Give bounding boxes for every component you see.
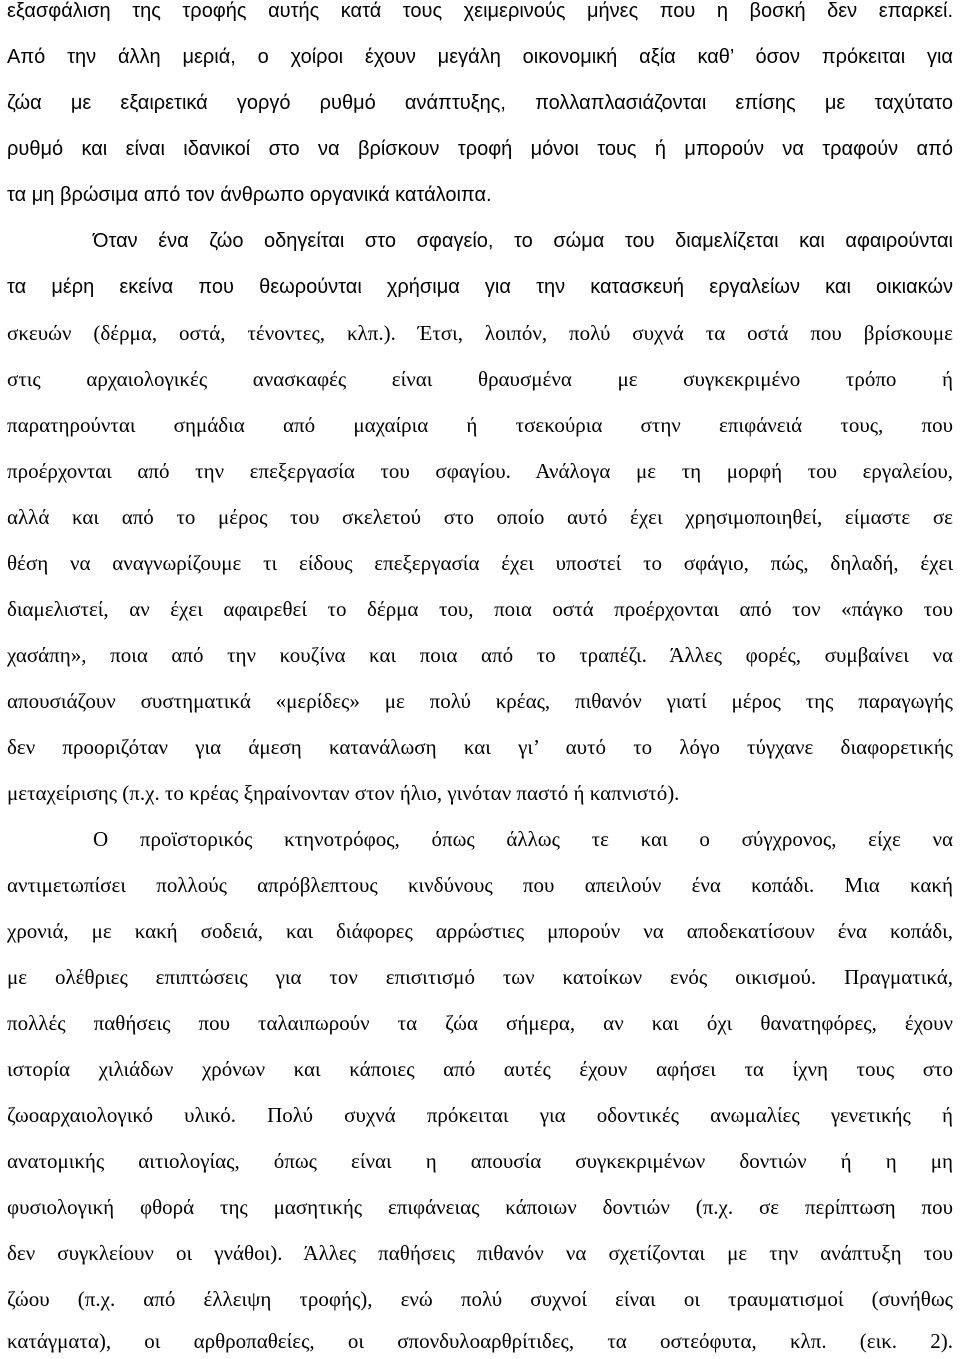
text-line: μεταχείρισης (π.χ. το κρέας ξηραίνονταν στον ήλιο, γινόταν παστό ή καπνιστό). bbox=[7, 781, 680, 805]
text-line: προέρχονται από την επεξεργασία του σφαγίου. Ανάλογα με τη μορφή του εργαλείου, bbox=[7, 459, 953, 483]
text-line: με ολέθριες επιπτώσεις για τον επισιτισμό των κατοίκων ενός οικισμού. Πραγματικά, bbox=[7, 965, 953, 989]
text-line: αλλά και από το μέρος του σκελετού στο οποίο αυτό έχει χρησιμοποιηθεί, είμαστε σε bbox=[7, 505, 953, 529]
text-line: παρατηρούνται σημάδια από μαχαίρια ή τσεκούρια στην επιφάνειά τους, που bbox=[7, 413, 953, 437]
text-line: τα μέρη εκείνα που θεωρούνται χρήσιμα για την κατασκευή εργαλείων και οικιακών bbox=[7, 276, 953, 298]
text-line: Όταν ένα ζώο οδηγείται στο σφαγείο, το σώμα του διαμελίζεται και αφαιρούνται bbox=[93, 230, 953, 252]
text-line: τα μη βρώσιμα από τον άνθρωπο οργανικά κατάλοιπα. bbox=[7, 184, 492, 206]
text-line: ζωοαρχαιολογικό υλικό. Πολύ συχνά πρόκειται για οδοντικές ανωμαλίες γενετικής ή bbox=[7, 1103, 953, 1127]
text-line: Ο προϊστορικός κτηνοτρόφος, όπως άλλως τε και ο σύγχρονος, είχε να bbox=[93, 827, 953, 851]
text-line: χρονιά, με κακή σοδειά, και διάφορες αρρώστιες μπορούν να αποδεκατίσουν ένα κοπάδι, bbox=[7, 919, 953, 943]
text-line: διαμελιστεί, αν έχει αφαιρεθεί το δέρμα του, ποια οστά προέρχονται από τον «πάγκο του bbox=[7, 597, 953, 621]
text-line: φυσιολογική φθορά της μασητικής επιφάνειας κάποιων δοντιών (π.χ. σε περίπτωση που bbox=[7, 1195, 953, 1219]
text-line: θέση να αναγνωρίζουμε τι είδους επεξεργασία έχει υποστεί το σφάγιο, πώς, δηλαδή, έχει bbox=[7, 551, 953, 575]
text-line: ζώου (π.χ. από έλλειψη τροφής), ενώ πολύ συχνοί είναι οι τραυματισμοί (συνήθως bbox=[7, 1287, 953, 1311]
text-line: αντιμετωπίσει πολλούς απρόβλεπτους κινδύνους που απειλούν ένα κοπάδι. Μια κακή bbox=[7, 873, 953, 897]
text-line: δεν συγκλείουν οι γνάθοι). Άλλες παθήσεις πιθανόν να σχετίζονται με την ανάπτυξη του bbox=[7, 1241, 953, 1265]
text-line: δεν προοριζόταν για άμεση κατανάλωση και γι’ αυτό το λόγο τύγχανε διαφορετικής bbox=[7, 735, 953, 759]
text-line: εξασφάλιση της τροφής αυτής κατά τους χειμερινούς μήνες που η βοσκή δεν επαρκεί. bbox=[7, 0, 953, 22]
text-line: χασάπη», ποια από την κουζίνα και ποια από το τραπέζι. Άλλες φορές, συμβαίνει να bbox=[7, 643, 953, 667]
text-line: απουσιάζουν συστηματικά «μερίδες» με πολύ κρέας, πιθανόν γιατί μέρος της παραγωγής bbox=[7, 689, 953, 713]
text-line: ζώα με εξαιρετικά γοργό ρυθμό ανάπτυξης, πολλαπλασιάζονται επίσης με ταχύτατο bbox=[7, 92, 953, 114]
text-line: ιστορία χιλιάδων χρόνων και κάποιες από αυτές έχουν αφήσει τα ίχνη τους στο bbox=[7, 1057, 953, 1081]
text-line: σκευών (δέρμα, οστά, τένοντες, κλπ.). Έτσι, λοιπόν, πολύ συχνά τα οστά που βρίσκουμε bbox=[7, 321, 953, 345]
text-line: πολλές παθήσεις που ταλαιπωρούν τα ζώα σήμερα, αν και όχι θανατηφόρες, έχουν bbox=[7, 1011, 953, 1035]
text-line: Από την άλλη μεριά, ο χοίροι έχουν μεγάλη οικονομική αξία καθ’ όσον πρόκειται για bbox=[7, 46, 953, 68]
text-line: κατάγματα), οι αρθροπαθείες, οι σπονδυλοαρθρίτιδες, τα οστεόφυτα, κλπ. (εικ. 2). bbox=[7, 1329, 953, 1353]
text-line: ανατομικής αιτιολογίας, όπως είναι η απουσία συγκεκριμένων δοντιών ή η μη bbox=[7, 1149, 953, 1173]
text-line: στις αρχαιολογικές ανασκαφές είναι θραυσμένα με συγκεκριμένο τρόπο ή bbox=[7, 367, 953, 391]
text-line: ρυθμό και είναι ιδανικοί στο να βρίσκουν τροφή μόνοι τους ή μπορούν να τραφούν από bbox=[7, 138, 953, 160]
